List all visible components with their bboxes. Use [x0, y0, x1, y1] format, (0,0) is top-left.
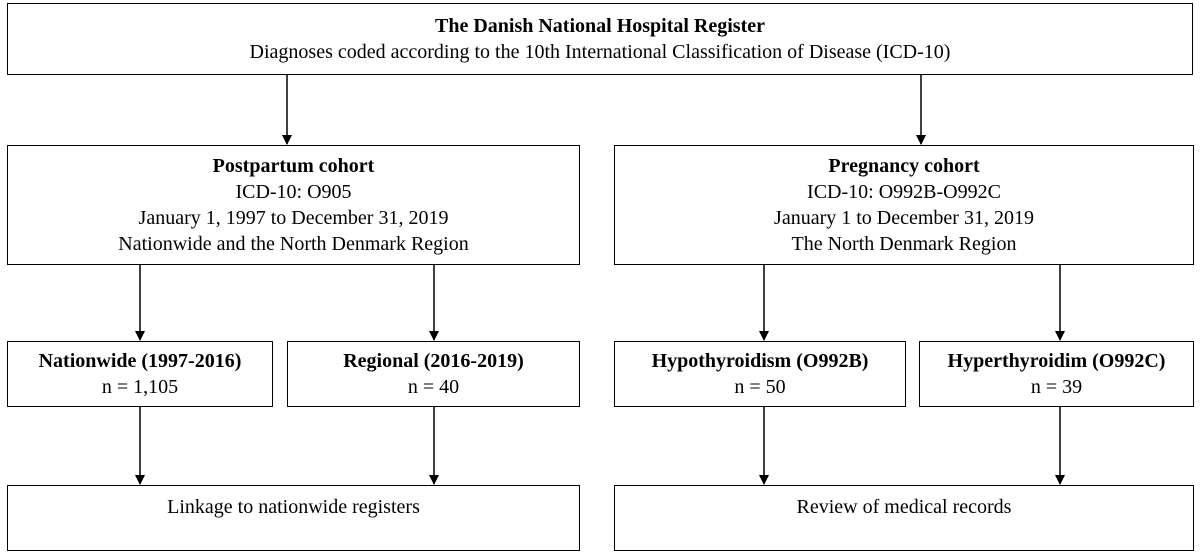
hypothyroidism-title: Hypothyroidism (O992B) — [651, 350, 869, 372]
pregnancy-period: January 1 to December 31, 2019 — [774, 207, 1034, 229]
nationwide-count: n = 1,105 — [101, 376, 179, 398]
postpartum-icd: ICD-10: O905 — [235, 181, 352, 203]
hyperthyroidism-title: Hyperthyroidim (O992C) — [947, 350, 1166, 372]
regional-title: Regional (2016-2019) — [343, 350, 524, 372]
pregnancy-region: The North Denmark Region — [791, 233, 1017, 255]
pregnancy-title: Pregnancy cohort — [828, 155, 980, 177]
review-box — [614, 485, 1194, 551]
postpartum-region: Nationwide and the North Denmark Region — [118, 233, 469, 255]
regional-box — [287, 341, 580, 407]
pregnancy-cohort-box — [614, 145, 1194, 265]
regional-count: n = 40 — [407, 376, 460, 398]
linkage-label: Linkage to nationwide registers — [167, 496, 420, 518]
nationwide-box — [7, 341, 273, 407]
linkage-box — [7, 485, 580, 551]
postpartum-cohort-box — [7, 145, 580, 265]
hyperthyroidism-box — [919, 341, 1194, 407]
hyperthyroidism-count: n = 39 — [1030, 376, 1083, 398]
postpartum-title: Postpartum cohort — [212, 155, 375, 177]
register-box — [7, 3, 1193, 75]
review-label: Review of medical records — [796, 496, 1012, 518]
postpartum-period: January 1, 1997 to December 31, 2019 — [138, 207, 449, 229]
register-subtitle: Diagnoses coded according to the 10th International Classification of Disease (ICD-10) — [249, 41, 951, 63]
hypothyroidism-count: n = 50 — [734, 376, 786, 398]
register-title: The Danish National Hospital Register — [434, 15, 766, 37]
nationwide-title: Nationwide (1997-2016) — [38, 350, 242, 372]
pregnancy-icd: ICD-10: O992B-O992C — [807, 181, 1001, 203]
hypothyroidism-box — [614, 341, 906, 407]
